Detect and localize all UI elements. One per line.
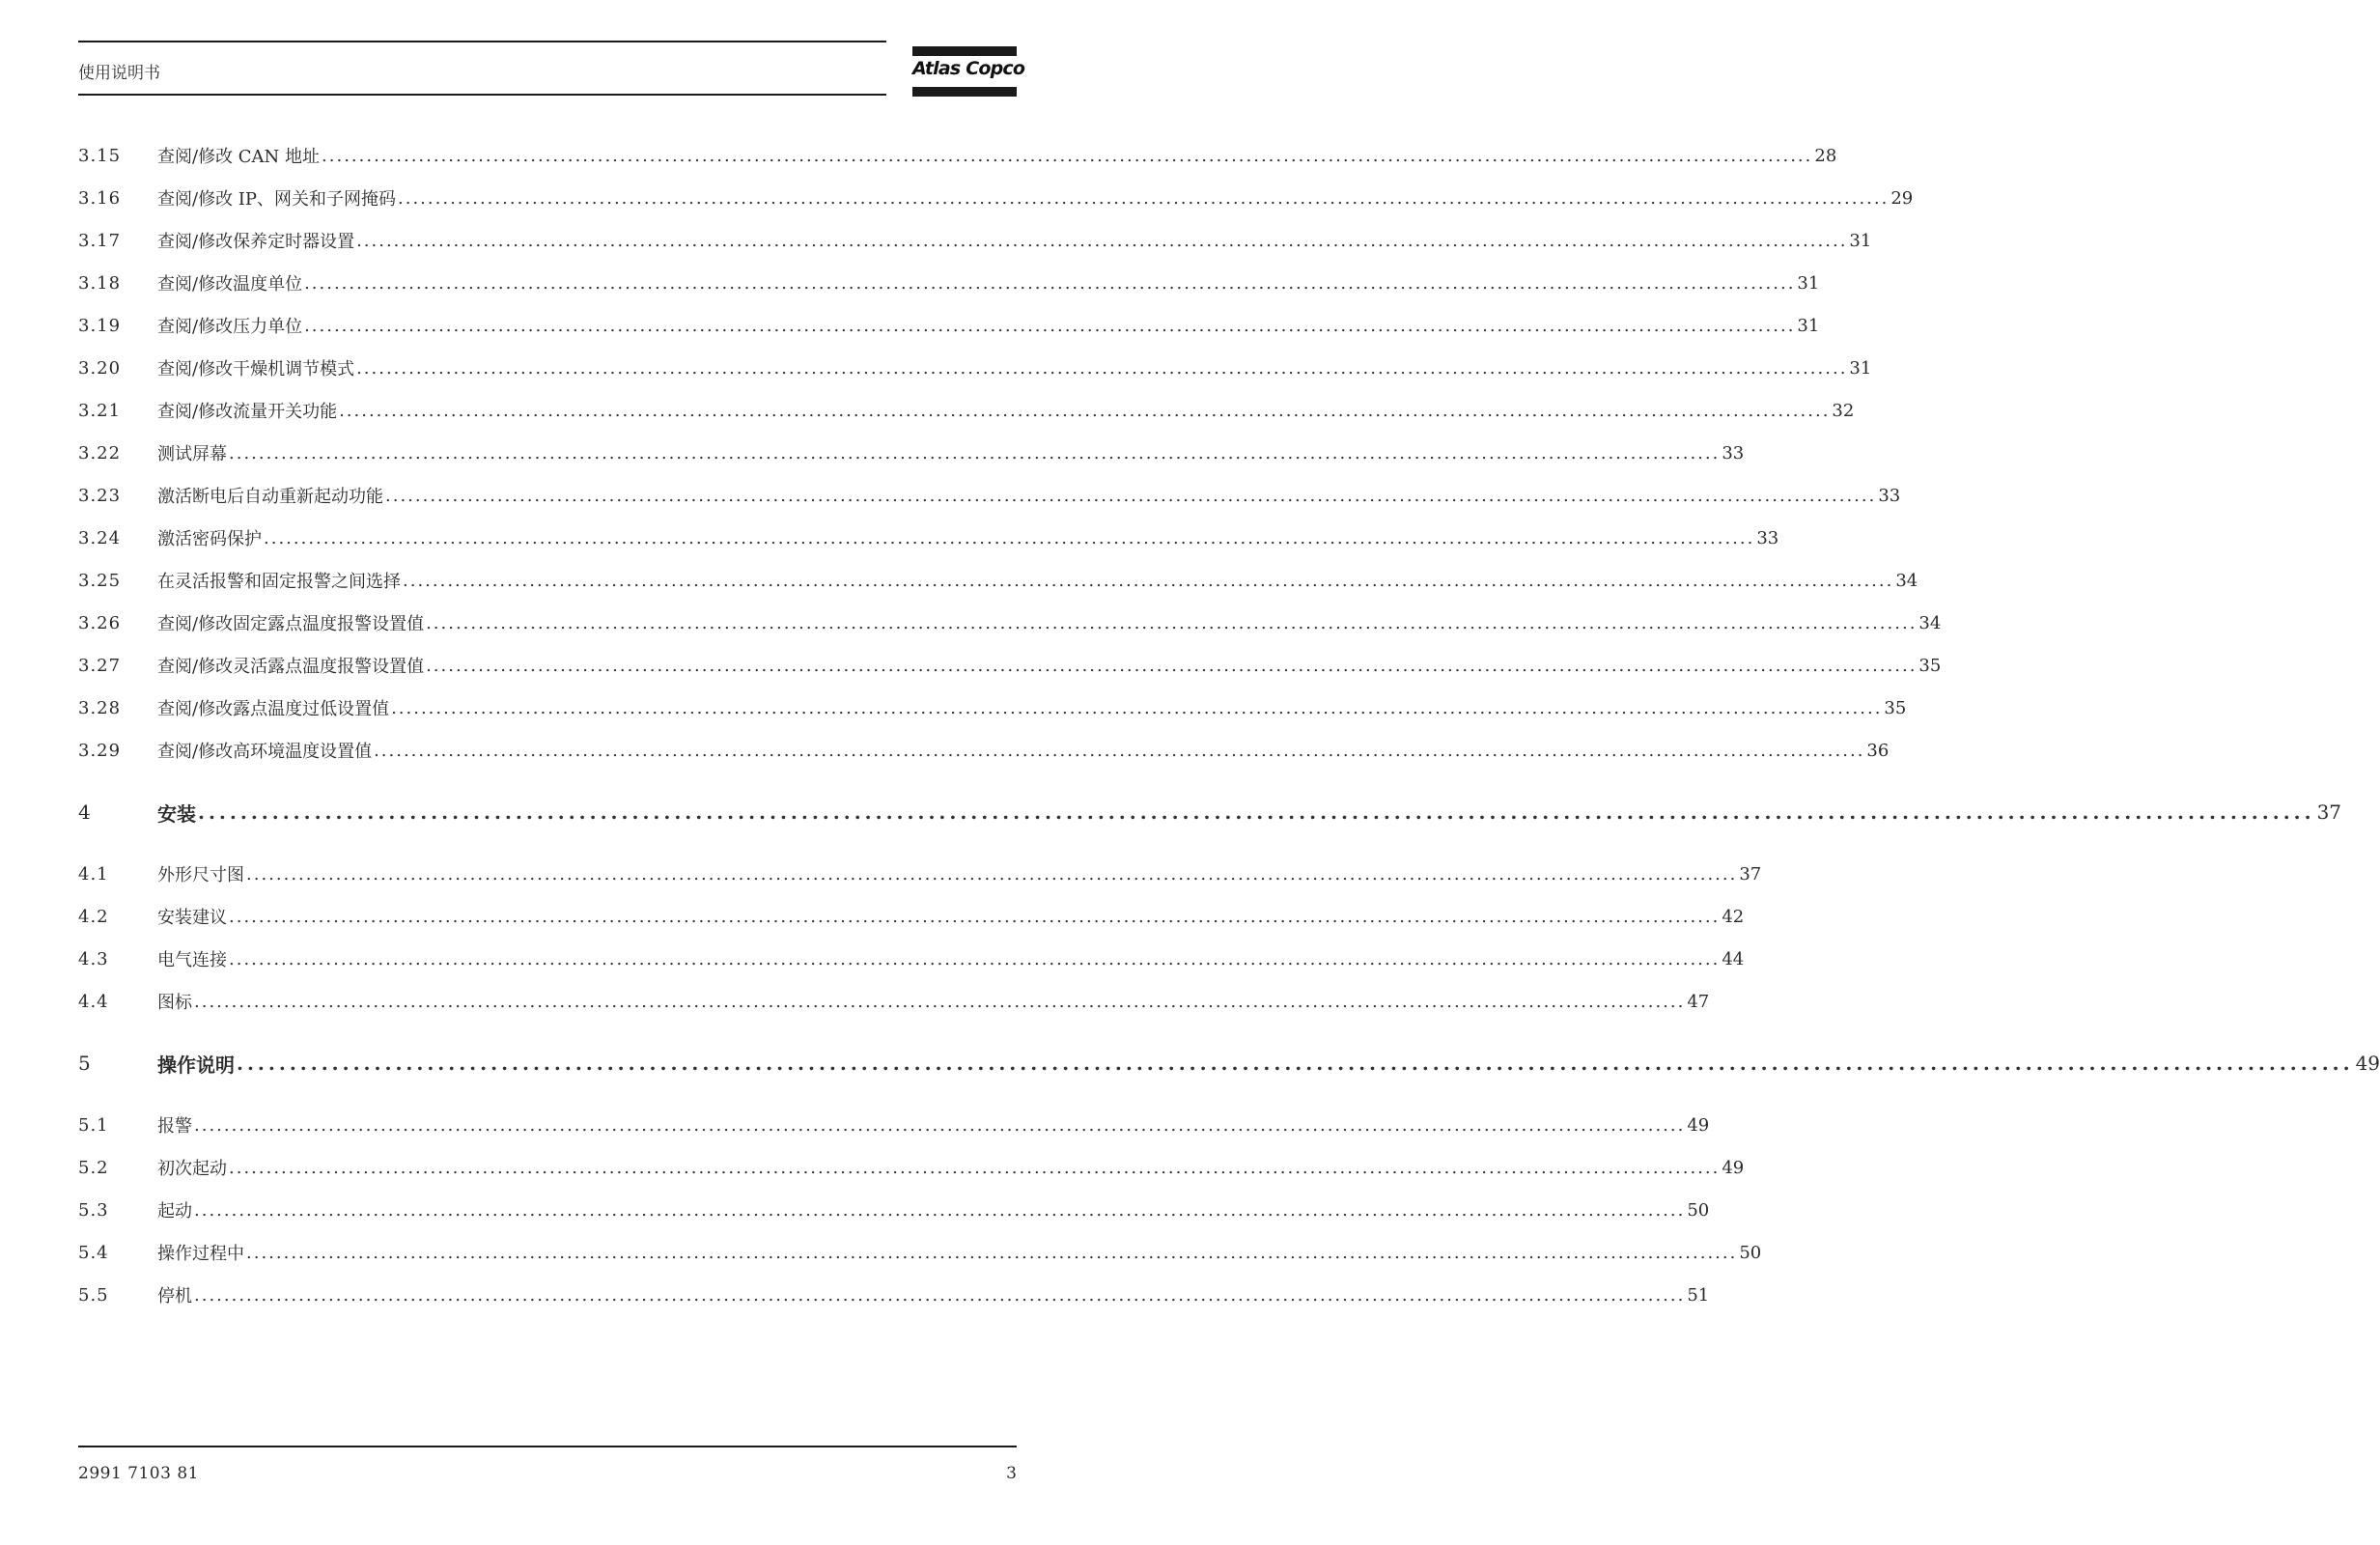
toc-entry[interactable] [78, 1153, 1745, 1182]
toc-dot-leader: ........................................................................................................................................................................................................ [229, 442, 1721, 464]
toc-entry-number: 3.15 [78, 145, 122, 166]
toc-entry-page: 31 [1797, 272, 1820, 294]
toc-entry[interactable] [78, 651, 1942, 680]
page-number: 3 [1006, 1464, 1017, 1483]
toc-entry[interactable] [78, 566, 1918, 595]
toc-entry-number: 5.1 [78, 1114, 109, 1136]
toc-entry[interactable] [78, 1195, 1710, 1224]
toc-entry[interactable] [78, 141, 1837, 170]
toc-entry-page: 34 [1918, 612, 1942, 633]
toc-entry-number: 5.4 [78, 1242, 109, 1263]
toc-entry[interactable] [78, 183, 1914, 212]
toc-entry[interactable] [78, 396, 1855, 425]
toc-entry-title: 查阅/修改露点温度过低设置值 [157, 699, 390, 719]
toc-entry[interactable] [78, 481, 1901, 510]
toc-entry-number: 5 [78, 1052, 92, 1075]
toc-dot-leader: ........................................................................................................................................................................................................ [322, 145, 1813, 166]
toc-dot-leader: ........................................................................................................................................................................................................ [426, 612, 1918, 633]
toc-entry-number: 3.25 [78, 570, 122, 591]
toc-entry-number: 4.2 [78, 906, 109, 927]
toc-entry-page: 50 [1687, 1199, 1710, 1221]
toc-entry-number: 4.1 [78, 863, 109, 885]
toc-dot-leader: ........................................................................................................................................................................................................ [194, 1114, 1686, 1136]
toc-entry[interactable] [78, 608, 1942, 637]
toc-entry-title: 外形尺寸图 [157, 865, 244, 885]
header-top-rule [78, 41, 886, 42]
atlas-copco-logo [912, 46, 1025, 98]
toc-entry-page: 47 [1687, 991, 1710, 1012]
toc-entry-title: 查阅/修改灵活露点温度报警设置值 [157, 657, 425, 677]
toc-entry[interactable] [78, 859, 1762, 888]
toc-entry-number: 4.4 [78, 991, 109, 1012]
toc-entry-page: 37 [2316, 801, 2342, 824]
toc-dot-leader: ........................................................................................................................................................................................................ [398, 187, 1890, 209]
toc-entry-title: 安装 [157, 801, 196, 826]
toc-entry-number: 3.21 [78, 400, 122, 421]
toc-dot-leader: ........................................................................................................................................................................................................ [264, 527, 1755, 548]
toc-entry[interactable] [78, 902, 1745, 931]
toc-dot-leader: ........................................................................................................................................................................................................ [194, 1284, 1686, 1306]
toc-entry[interactable] [78, 311, 1820, 340]
toc-entry-number: 5.5 [78, 1284, 109, 1306]
toc-entry-page: 31 [1797, 315, 1820, 336]
toc-entry[interactable] [78, 736, 1890, 765]
logo-text: Atlas Copco [912, 58, 1025, 79]
toc-entry[interactable] [78, 1110, 1710, 1139]
toc-dot-leader: ........................................................................................................................................................................................................ [246, 1242, 1738, 1263]
toc-entry-title: 报警 [157, 1116, 192, 1137]
toc-entry-number: 3.19 [78, 315, 122, 336]
toc-entry[interactable] [78, 987, 1710, 1016]
toc-dot-leader: ........................................................................................................................................................................................................ [194, 991, 1686, 1012]
toc-entry-title: 查阅/修改 IP、网关和子网掩码 [157, 189, 397, 210]
toc-entry-page: 44 [1722, 948, 1745, 969]
toc-entry-title: 查阅/修改固定露点温度报警设置值 [157, 614, 425, 634]
toc-entry-page: 51 [1687, 1284, 1710, 1306]
toc-entry[interactable] [78, 268, 1820, 297]
toc-chapter-entry[interactable] [78, 1049, 2380, 1078]
toc-entry-title: 起动 [157, 1201, 192, 1222]
toc-dot-leader: ........................................................................................................................................................................................................ [198, 801, 2315, 824]
toc-dot-leader: ........................................................................................................................................................................................................ [304, 315, 1796, 336]
toc-entry-page: 37 [1739, 863, 1762, 885]
toc-entry-page: 49 [1722, 1157, 1745, 1178]
toc-entry-title: 停机 [157, 1286, 192, 1306]
toc-entry-page: 35 [1884, 697, 1907, 718]
toc-entry-title: 操作说明 [157, 1053, 235, 1077]
toc-entry-title: 图标 [157, 993, 192, 1013]
toc-entry[interactable] [78, 523, 1779, 552]
toc-entry-title: 在灵活报警和固定报警之间选择 [157, 572, 401, 592]
toc-entry-title: 查阅/修改高环境温度设置值 [157, 742, 373, 762]
toc-entry-title: 查阅/修改压力单位 [157, 317, 303, 337]
toc-dot-leader: ........................................................................................................................................................................................................ [237, 1052, 2354, 1075]
toc-entry-page: 50 [1739, 1242, 1762, 1263]
toc-entry-title: 查阅/修改保养定时器设置 [157, 232, 355, 252]
toc-entry-title: 初次起动 [157, 1159, 227, 1179]
footer-rule [78, 1446, 1017, 1447]
toc-entry-title: 查阅/修改 CAN 地址 [157, 147, 321, 167]
toc-entry-page: 49 [2355, 1052, 2380, 1075]
toc-entry-page: 31 [1849, 230, 1872, 251]
toc-entry-title: 查阅/修改温度单位 [157, 274, 303, 295]
toc-entry-number: 4 [78, 801, 92, 824]
toc-dot-leader: ........................................................................................................................................................................................................ [403, 570, 1894, 591]
logo-bottom-bar [912, 87, 1017, 97]
toc-dot-leader: ........................................................................................................................................................................................................ [339, 400, 1831, 421]
toc-dot-leader: ........................................................................................................................................................................................................ [304, 272, 1796, 294]
toc-entry-title: 操作过程中 [157, 1244, 244, 1264]
toc-entry-title: 查阅/修改干燥机调节模式 [157, 359, 355, 379]
toc-entry-page: 36 [1866, 740, 1890, 761]
toc-entry-title: 电气连接 [157, 950, 227, 970]
toc-entry-number: 3.23 [78, 485, 122, 506]
toc-entry-number: 5.3 [78, 1199, 109, 1221]
toc-dot-leader: ........................................................................................................................................................................................................ [229, 1157, 1721, 1178]
toc-chapter-entry[interactable] [78, 798, 2342, 827]
toc-entry[interactable] [78, 1280, 1710, 1309]
toc-dot-leader: ........................................................................................................................................................................................................ [229, 948, 1721, 969]
toc-entry-page: 32 [1832, 400, 1855, 421]
toc-entry-number: 3.28 [78, 697, 122, 718]
toc-entry-number: 3.18 [78, 272, 122, 294]
toc-dot-leader: ........................................................................................................................................................................................................ [246, 863, 1738, 885]
toc-entry[interactable] [78, 438, 1745, 467]
toc-entry-page: 49 [1687, 1114, 1710, 1136]
toc-dot-leader: ........................................................................................................................................................................................................ [374, 740, 1865, 761]
toc-dot-leader: ........................................................................................................................................................................................................ [229, 906, 1721, 927]
toc-dot-leader: ........................................................................................................................................................................................................ [194, 1199, 1686, 1221]
toc-entry-number: 3.27 [78, 655, 122, 676]
toc-entry-page: 33 [1722, 442, 1745, 464]
toc-dot-leader: ........................................................................................................................................................................................................ [391, 697, 1883, 718]
toc-entry-number: 3.16 [78, 187, 122, 209]
toc-entry[interactable] [78, 353, 1872, 382]
toc-entry-title: 安装建议 [157, 908, 227, 928]
toc-entry-number: 5.2 [78, 1157, 109, 1178]
toc-entry-page: 34 [1895, 570, 1918, 591]
toc-entry-title: 激活密码保护 [157, 529, 262, 549]
toc-entry[interactable] [78, 226, 1872, 255]
header-bottom-rule [78, 94, 886, 96]
document-title: 使用说明书 [78, 64, 160, 83]
toc-entry-number: 3.22 [78, 442, 122, 464]
toc-dot-leader: ........................................................................................................................................................................................................ [385, 485, 1877, 506]
toc-entry-title: 激活断电后自动重新起动功能 [157, 487, 383, 507]
toc-entry-number: 3.20 [78, 357, 122, 379]
toc-entry-number: 3.29 [78, 740, 122, 761]
toc-entry-title: 查阅/修改流量开关功能 [157, 402, 338, 422]
toc-dot-leader: ........................................................................................................................................................................................................ [356, 357, 1848, 379]
logo-top-bar [912, 46, 1017, 56]
toc-dot-leader: ........................................................................................................................................................................................................ [426, 655, 1918, 676]
toc-entry-number: 3.17 [78, 230, 122, 251]
toc-entry[interactable] [78, 944, 1745, 973]
toc-entry-page: 33 [1756, 527, 1779, 548]
toc-entry-page: 29 [1890, 187, 1914, 209]
toc-entry-page: 42 [1722, 906, 1745, 927]
toc-entry-number: 3.26 [78, 612, 122, 633]
toc-entry-page: 33 [1878, 485, 1901, 506]
toc-entry[interactable] [78, 693, 1907, 722]
toc-entry[interactable] [78, 1238, 1762, 1267]
toc-entry-page: 31 [1849, 357, 1872, 379]
toc-entry-page: 35 [1918, 655, 1942, 676]
toc-entry-title: 测试屏幕 [157, 444, 227, 464]
toc-dot-leader: ........................................................................................................................................................................................................ [356, 230, 1848, 251]
toc-entry-page: 28 [1814, 145, 1837, 166]
document-code: 2991 7103 81 [78, 1464, 199, 1483]
toc-entry-number: 3.24 [78, 527, 122, 548]
toc-entry-number: 4.3 [78, 948, 109, 969]
